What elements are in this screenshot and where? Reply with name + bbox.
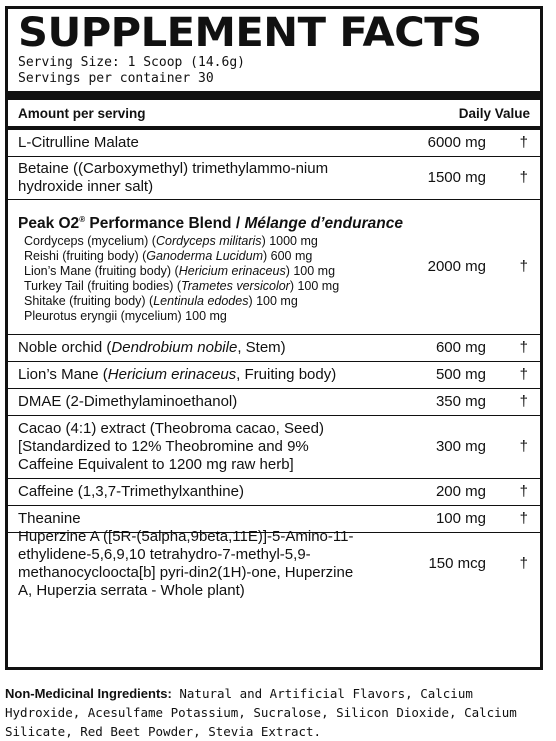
- servings-per-container: Servings per container 30: [18, 71, 214, 86]
- column-header: [18, 100, 530, 126]
- blend-row: [18, 200, 530, 334]
- ingredient-amount: 100 mg: [435, 510, 486, 527]
- daily-value-marker: †: [519, 134, 528, 151]
- ingredient-row: [18, 479, 530, 505]
- ingredient-amount: 6000 mg: [427, 134, 486, 151]
- ingredient-name: Caffeine (1,3,7-Trimethylxanthine): [18, 483, 244, 500]
- ingredient-amount: 1500 mg: [427, 169, 486, 186]
- blend-amount: 2000 mg: [427, 258, 486, 275]
- ingredient-name: Cacao (4:1) extract (Theobroma cacao, Seed) [Standardized to 12% Theobromine and 9% Caffeine Equivalent to 1200 mg raw herb]: [18, 420, 324, 473]
- blend-item: Shitake (fruiting body) (Lentinula edodes) 100 mg: [24, 294, 298, 309]
- ingredient-name: Lion’s Mane (Hericium erinaceus, Fruiting body): [18, 366, 337, 383]
- ingredient-name: Betaine ((Carboxymethyl) trimethylammo-nium hydroxide inner salt): [18, 160, 329, 195]
- blend-item: Reishi (fruiting body) (Ganoderma Lucidum) 600 mg: [24, 249, 313, 264]
- daily-value-marker: †: [519, 339, 528, 356]
- daily-value-marker: †: [519, 366, 528, 383]
- amount-per-serving-label: Amount per serving: [18, 105, 146, 121]
- ingredient-row: [18, 389, 530, 415]
- non-medicinal-ingredients: [5, 684, 545, 741]
- ingredient-row: [18, 362, 530, 388]
- ingredient-amount: 500 mg: [435, 366, 486, 383]
- thick-divider: [8, 91, 540, 100]
- ingredient-amount: 600 mg: [435, 339, 486, 356]
- non-medicinal-label: Non-Medicinal Ingredients:: [5, 686, 172, 701]
- ingredient-row: [18, 416, 530, 478]
- panel-title: SUPPLEMENT FACTS: [18, 10, 482, 56]
- blend-item: Turkey Tail (fruiting bodies) (Trametes versicolor) 100 mg: [24, 279, 340, 294]
- ingredient-name: Huperzine A ([5R-(5alpha,9beta,11E)]-5-Amino-11-ethylidene-5,6,9,10 tetrahydro-7-methyl-5,9-methanocycloocta[b] pyri-din2(1H)-one, Huperzine A, Huperzia serrata - Whole plant): [18, 528, 354, 599]
- ingredient-name: Theanine: [18, 510, 81, 527]
- daily-value-marker: †: [519, 169, 528, 186]
- ingredient-name: DMAE (2-Dimethylaminoethanol): [18, 393, 238, 410]
- supplement-facts-panel: [5, 6, 543, 670]
- ingredient-amount: 200 mg: [435, 483, 486, 500]
- ingredient-amount: 150 mcg: [428, 555, 486, 572]
- ingredient-row: [18, 157, 530, 199]
- daily-value-marker: †: [519, 393, 528, 410]
- blend-item: Cordyceps (mycelium) (Cordyceps militaris) 1000 mg: [24, 234, 318, 249]
- blend-item: Pleurotus eryngii (mycelium) 100 mg: [24, 309, 227, 324]
- ingredient-amount: 300 mg: [435, 438, 486, 455]
- serving-size: Serving Size: 1 Scoop (14.6g): [18, 55, 245, 70]
- daily-value-marker: †: [519, 483, 528, 500]
- daily-value-label: Daily Value: [458, 105, 530, 121]
- daily-value-marker: †: [519, 258, 528, 275]
- non-medicinal-text: Natural and Artificial Flavors, Calcium Hydroxide, Acesulfame Potassium, Sucralose, Silicon Dioxide, Calcium Silicate, Red Beet Powder, Stevia Extract.: [5, 686, 517, 739]
- daily-value-marker: †: [519, 555, 528, 572]
- blend-title: Peak O2® Performance Blend / Mélange d’endurance: [18, 214, 403, 233]
- daily-value-marker: †: [519, 510, 528, 527]
- daily-value-marker: †: [519, 438, 528, 455]
- ingredient-row: [18, 335, 530, 361]
- blend-item: Lion’s Mane (fruiting body) (Hericium erinaceus) 100 mg: [24, 264, 336, 279]
- ingredient-row: [18, 130, 530, 156]
- blend-details: [18, 207, 408, 327]
- ingredient-name: Noble orchid (Dendrobium nobile, Stem): [18, 339, 286, 356]
- ingredient-name: L-Citrulline Malate: [18, 134, 139, 151]
- ingredient-amount: 350 mg: [435, 393, 486, 410]
- ingredient-row: [18, 528, 530, 599]
